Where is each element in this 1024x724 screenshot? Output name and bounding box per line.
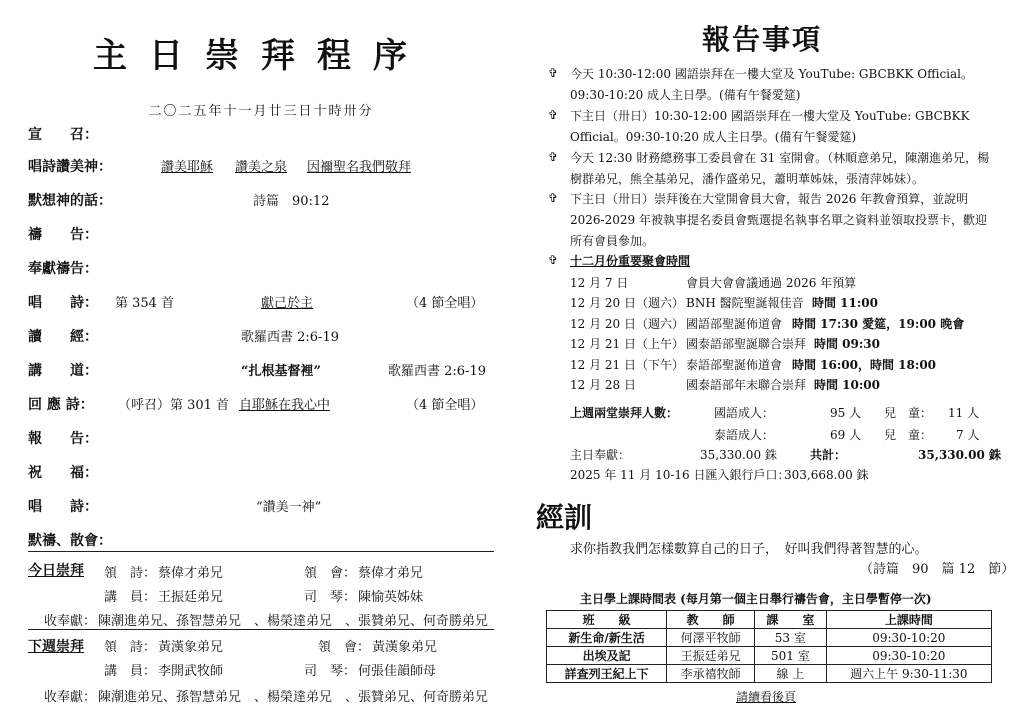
event-desc: 國泰語部聖誕聯合崇拜 bbox=[686, 337, 807, 351]
hymn-2: 讚美之泉 bbox=[235, 160, 288, 175]
piano-label: 司 琴： bbox=[304, 664, 357, 679]
mandarin-adults: 95 人 bbox=[830, 406, 862, 420]
this-week-offering: 陳潮進弟兄、孫智慧弟兄 、楊榮達弟兄 、張贊弟兄、何奇勝弟兄 bbox=[98, 614, 489, 629]
row-label: 奉獻禱告： bbox=[28, 261, 98, 277]
this-week-lead: 蔡偉才弟兄 bbox=[158, 566, 224, 581]
room: 53 室 bbox=[755, 629, 827, 647]
event-date: 12 月 7 日 bbox=[570, 276, 629, 290]
divider bbox=[28, 629, 494, 630]
event-date: 12 月 20 日（週六） bbox=[570, 317, 684, 331]
class-name: 出埃及記 bbox=[547, 647, 667, 665]
room: 線 上 bbox=[755, 665, 827, 683]
thai-children: 7 人 bbox=[956, 428, 980, 442]
event-time: 時間 16:00，時間 18:00 bbox=[792, 358, 937, 372]
bank-note: 2025 年 11 月 10-16 日匯入銀行戶口： bbox=[570, 468, 790, 482]
next-week-speaker: 李開武牧師 bbox=[158, 664, 224, 679]
class-time: 09:30-10:20 bbox=[826, 629, 991, 647]
piano-label: 司 琴： bbox=[304, 590, 357, 605]
class-name: 詳查列王紀上下 bbox=[547, 665, 667, 683]
hymn-1: 讚美耶穌 bbox=[161, 160, 214, 175]
row-label: 唱 詩： bbox=[28, 295, 98, 311]
offering-label: 收奉獻： bbox=[44, 690, 97, 705]
class-time: 09:30-10:20 bbox=[826, 647, 991, 665]
row-offering-prayer bbox=[28, 258, 494, 278]
row-response bbox=[28, 394, 494, 414]
notice-item: 今天 12:30 財務總務事工委員會在 31 室開會。（林順意弟兄，陳潮進弟兄，楊樹群弟兄，熊全基弟兄，潘作盛弟兄，蕭明華姊妹，張清萍姊妹）。 bbox=[570, 151, 990, 186]
cross-bullet-icon: ✞ bbox=[548, 108, 559, 122]
row-label: 讀 經： bbox=[28, 329, 98, 345]
notices-panel bbox=[530, 0, 1015, 724]
row-hymn bbox=[28, 292, 494, 312]
hymn-3: 因禰聖名我們敬拜 bbox=[307, 160, 412, 175]
row-label: 講 道： bbox=[28, 363, 98, 379]
sunday-school-caption: 主日學上課時間表 (每月第一個主日舉行禱告會，主日學暫停一次) bbox=[580, 592, 932, 606]
cross-bullet-icon: ✞ bbox=[548, 150, 559, 164]
event-desc: 國語部聖誕佈道會 bbox=[686, 317, 783, 331]
events-heading: 十二月份重要聚會時間 bbox=[570, 254, 691, 268]
event-date: 12 月 20 日（週六） bbox=[570, 296, 684, 310]
teacher: 王振廷弟兄 bbox=[667, 647, 755, 665]
response-verses: （4 節全唱） bbox=[406, 398, 484, 413]
hymn-title: 獻己於主 bbox=[261, 296, 314, 311]
thai-adults-label: 泰語成人： bbox=[714, 428, 775, 442]
row-label: 報 告： bbox=[28, 431, 98, 447]
total-label: 共計： bbox=[810, 448, 847, 462]
row-label: 唱 詩： bbox=[28, 499, 98, 515]
lead-label: 領 詩： bbox=[104, 566, 157, 581]
event-time: 時間 17:30 愛筵，19:00 晚會 bbox=[792, 317, 965, 331]
notice-item: 下主日（卅日）崇拜後在大堂開會員大會，報告 2026 年教會預算，並說明 2026-2029 年被執事提名委員會甄選提名執事名單之資料並領取投票卡，歡迎所有會員參加。 bbox=[570, 192, 987, 248]
notices-title: 報告事項 bbox=[702, 23, 823, 56]
event-date: 12 月 28 日 bbox=[570, 378, 636, 392]
column-header: 上課時間 bbox=[826, 611, 991, 629]
row-announcements bbox=[28, 428, 494, 448]
next-week-host: 黃漢象弟兄 bbox=[372, 640, 438, 655]
next-week-offering: 陳潮進弟兄、孫智慧弟兄 、楊榮達弟兄 、張贊弟兄、何奇勝弟兄 bbox=[98, 690, 489, 705]
this-week-speaker: 王振廷弟兄 bbox=[158, 590, 224, 605]
table-row bbox=[547, 647, 992, 665]
row-meditation bbox=[28, 190, 494, 210]
children-label: 兒 童： bbox=[884, 428, 933, 442]
attendance-heading: 上週兩堂崇拜人數： bbox=[570, 406, 679, 420]
notice-item: 下主日（卅日）10:30-12:00 國語崇拜在一樓大堂及 YouTube: GBCBKK Official。09:30-10:20 成人主日學。(備有午餐愛筵) bbox=[570, 109, 970, 144]
row-label: 默想神的話： bbox=[28, 193, 112, 209]
mandarin-adults-label: 國語成人： bbox=[714, 406, 775, 420]
event-time: 時間 10:00 bbox=[814, 378, 881, 392]
response-title: 自耶穌在我心中 bbox=[239, 398, 331, 413]
row-praise bbox=[28, 156, 494, 176]
row-reading bbox=[28, 326, 494, 346]
row-label: 禱 告： bbox=[28, 227, 98, 243]
event-time: 時間 09:30 bbox=[814, 337, 881, 351]
class-name: 新生命/新生活 bbox=[547, 629, 667, 647]
cross-bullet-icon: ✞ bbox=[548, 66, 559, 80]
motto-text: 求你指教我們怎樣數算自己的日子， 好叫我們得著智慧的心。 bbox=[570, 542, 928, 557]
class-time: 週六上午 9:30-11:30 bbox=[826, 665, 991, 683]
response-number: （呼召）第 301 首 bbox=[118, 398, 230, 413]
offering-amount: 35,330.00 銖 bbox=[700, 448, 777, 462]
hymn-verses: （4 節全唱） bbox=[406, 296, 484, 311]
next-week-lead: 黃漢象弟兄 bbox=[158, 640, 224, 655]
closing-hymn-title: “讚美一神” bbox=[256, 500, 322, 515]
row-closing-hymn bbox=[28, 496, 494, 516]
event-desc: 會員大會會議通過 2026 年預算 bbox=[686, 276, 857, 290]
row-label: 默禱、散會： bbox=[28, 533, 112, 549]
meditation-ref: 詩篇 90:12 bbox=[253, 194, 330, 209]
notice-item: 今天 10:30-12:00 國語崇拜在一樓大堂及 YouTube: GBCBKK Official。09:30-10:20 成人主日學。(備有午餐愛筵) bbox=[570, 67, 973, 102]
cross-bullet-icon: ✞ bbox=[548, 191, 559, 205]
row-label: 回 應 詩： bbox=[28, 397, 94, 413]
motto-title: 經訓 bbox=[536, 501, 593, 534]
sunday-school-table bbox=[546, 610, 992, 683]
row-prayer bbox=[28, 224, 494, 244]
row-label: 祝 福： bbox=[28, 465, 98, 481]
column-header: 課 室 bbox=[755, 611, 827, 629]
lead-label: 領 詩： bbox=[104, 640, 157, 655]
table-row bbox=[547, 665, 992, 683]
thai-adults: 69 人 bbox=[830, 428, 862, 442]
reading-ref: 歌羅西書 2:6-19 bbox=[241, 330, 339, 345]
hymn-number: 第 354 首 bbox=[115, 296, 175, 311]
offering-label: 收奉獻： bbox=[44, 614, 97, 629]
row-blessing bbox=[28, 462, 494, 482]
table-row bbox=[547, 629, 992, 647]
column-header: 班 級 bbox=[547, 611, 667, 629]
event-time: 時間 11:00 bbox=[812, 296, 879, 310]
row-call bbox=[28, 124, 494, 144]
row-label: 唱詩讚美神： bbox=[28, 159, 112, 175]
row-sermon bbox=[28, 360, 494, 380]
continue-note: 請續看後頁 bbox=[736, 690, 797, 704]
motto-reference: （詩篇 90 篇 12 節） bbox=[860, 562, 1015, 577]
this-week-piano: 陳愉英姊妹 bbox=[358, 590, 424, 605]
mandarin-children: 11 人 bbox=[948, 406, 980, 420]
row-label: 宣 召： bbox=[28, 127, 98, 143]
teacher: 何澤平牧師 bbox=[667, 629, 755, 647]
host-label: 領 會： bbox=[304, 566, 357, 581]
table-header-row bbox=[547, 611, 992, 629]
sermon-title: “扎根基督裡” bbox=[241, 364, 321, 379]
event-desc: 國泰語部年末聯合崇拜 bbox=[686, 378, 807, 392]
event-date: 12 月 21 日（上午） bbox=[570, 337, 684, 351]
row-dismissal bbox=[28, 530, 494, 550]
host-label: 領 會： bbox=[318, 640, 371, 655]
children-label: 兒 童： bbox=[884, 406, 933, 420]
offering-label: 主日奉獻： bbox=[570, 448, 631, 462]
column-header: 教 師 bbox=[667, 611, 755, 629]
event-desc: BNH 醫院聖誕報佳音 bbox=[686, 296, 804, 310]
program-panel bbox=[28, 14, 494, 720]
service-datetime: 二〇二五年十一月廿三日十時卅分 bbox=[148, 104, 374, 119]
next-week-heading: 下週崇拜 bbox=[28, 639, 84, 655]
room: 501 室 bbox=[755, 647, 827, 665]
speaker-label: 講 員： bbox=[104, 590, 157, 605]
page-title: 主日崇拜程序 bbox=[93, 36, 429, 76]
this-week-heading: 今日崇拜 bbox=[28, 563, 84, 579]
teacher: 李承禧牧師 bbox=[667, 665, 755, 683]
cross-bullet-icon: ✞ bbox=[548, 253, 559, 267]
next-week-piano: 何張佳韻師母 bbox=[358, 664, 437, 679]
event-desc: 泰語部聖誕佈道會 bbox=[686, 358, 783, 372]
sermon-ref: 歌羅西書 2:6-19 bbox=[388, 364, 486, 379]
divider bbox=[28, 551, 494, 552]
speaker-label: 講 員： bbox=[104, 664, 157, 679]
event-date: 12 月 21 日（下午） bbox=[570, 358, 684, 372]
this-week-host: 蔡偉才弟兄 bbox=[358, 566, 424, 581]
total-amount: 35,330.00 銖 bbox=[918, 448, 1001, 462]
bank-amount: 303,668.00 銖 bbox=[784, 468, 869, 482]
